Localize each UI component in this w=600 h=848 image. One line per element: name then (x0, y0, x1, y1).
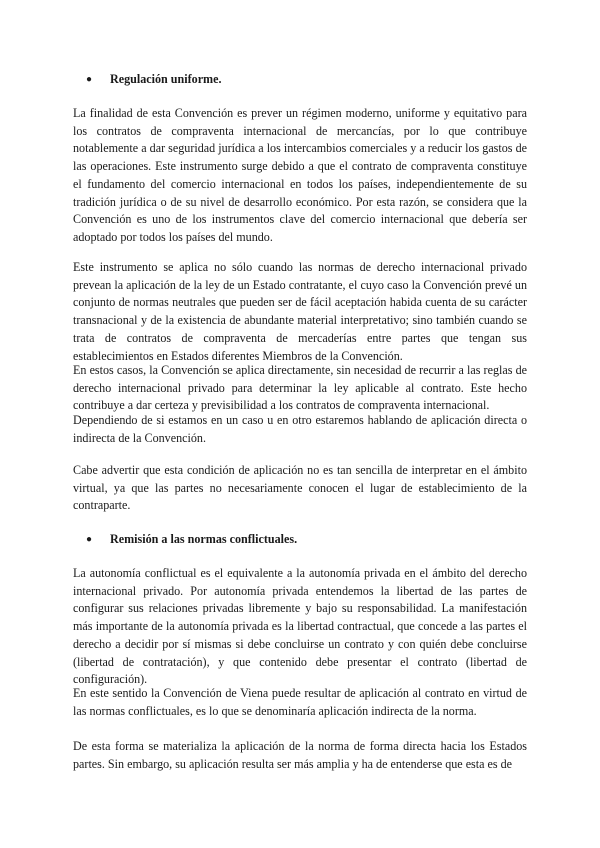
paragraph: La finalidad de esta Convención es prever un régimen moderno, uniforme y equitativo para los contratos de compraventa internacional de mercancías, por lo que contribuye notablemente a dar seguridad jurídica a los intercambios comerciales y a reducir los gastos de las operaciones. Este instrumento surge debido a que el contrato de compraventa constituye el fundamento del comercio internacional en todos los países, independientemente de su tradición jurídica o de su nivel de desarrollo económico. Por esta razón, se considera que la Convención es uno de los instrumentos clave del comercio internacional que debería ser adoptado por todos los países del mundo. (73, 106, 527, 244)
section-heading-regulacion (86, 71, 222, 89)
paragraph: En este sentido la Convención de Viena puede resultar de aplicación al contrato en virtud de las normas conflictuales, es lo que se denominaría aplicación indirecta de la norma. (73, 686, 527, 718)
paragraph: La autonomía conflictual es el equivalente a la autonomía privada en el ámbito del derecho internacional privado. Por autonomía privada entendemos la libertad de las partes de configurar sus relaciones privadas libremente y bajo su responsabilidad. La manifestación más importante de la autonomía privada es la libertad contractual, que concede a las partes el derecho a decidir por sí mismas si debe concluirse un contrato y con quién debe concluirse (libertad de contratación), y que contenido debe presentar el contrato (libertad de configuración). (73, 566, 527, 687)
heading-text: Remisión a las normas conflictuales. (110, 532, 298, 546)
paragraph: De esta forma se materializa la aplicación de la norma de forma directa hacia los Estados partes. Sin embargo, su aplicación resulta ser más amplia y ha de entenderse que esta es de (73, 739, 527, 771)
bullet-icon: ● (86, 534, 93, 545)
section-heading-remision (86, 531, 297, 549)
paragraph: Este instrumento se aplica no sólo cuando las normas de derecho internacional privado prevean la aplicación de la ley de un Estado contratante, el cuyo caso la Convención prevé un conjunto de normas neutrales que pueden ser de fácil aceptación habida cuenta de su carácter transnacional y de la existencia de abundante material interpretativo; sino también cuando se trata de contratos de compraventa de mercaderías entre partes que tengan sus establecimientos en Estados diferentes Miembros de la Convención. (73, 260, 527, 363)
paragraph: Cabe advertir que esta condición de aplicación no es tan sencilla de interpretar en el ámbito virtual, ya que las partes no necesariamente conocen el lugar de establecimiento de la contraparte. (73, 463, 527, 513)
heading-text: Regulación uniforme. (110, 72, 222, 86)
paragraph: En estos casos, la Convención se aplica directamente, sin necesidad de recurrir a las reglas de derecho internacional privado para determinar la ley aplicable al contrato. Este hecho contribuye a dar certeza y previsibilidad a los contratos de compraventa internacional. (73, 363, 527, 413)
paragraph: Dependiendo de si estamos en un caso u en otro estaremos hablando de aplicación directa o indirecta de la Convención. (73, 413, 527, 445)
bullet-icon: ● (86, 74, 93, 85)
